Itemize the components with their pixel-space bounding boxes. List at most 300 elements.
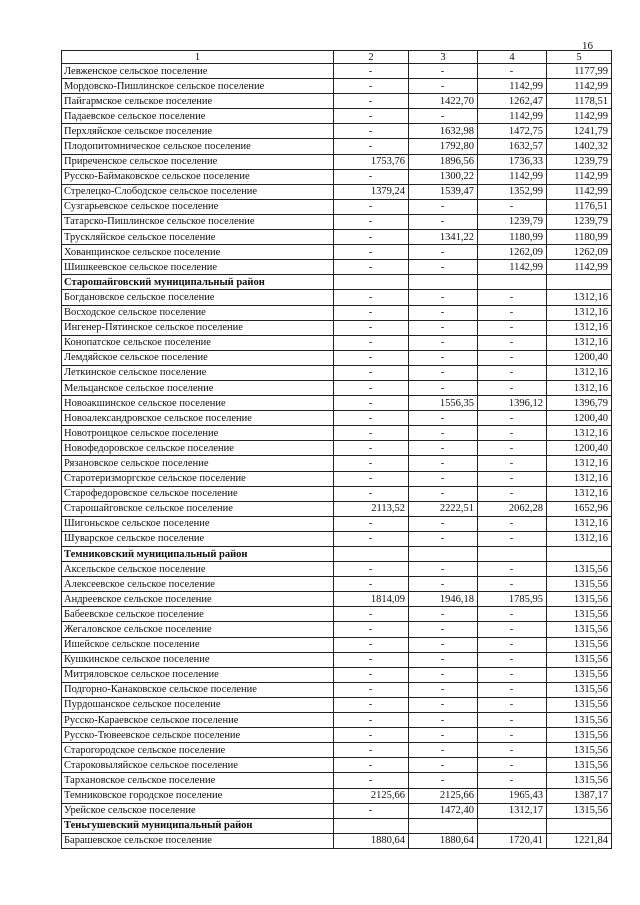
value-col-3: - [409, 562, 478, 577]
value-col-5: 1315,56 [547, 562, 612, 577]
table-row [62, 531, 612, 546]
table-row [62, 139, 612, 154]
table-row [62, 79, 612, 94]
value-col-2: - [334, 667, 409, 682]
settlement-name: Старотеризморгское сельское поселение [62, 471, 334, 486]
table-row [62, 305, 612, 320]
value-col-2: - [334, 728, 409, 743]
settlement-name: Митряловское сельское поселение [62, 667, 334, 682]
settlement-name: Шигоньское сельское поселение [62, 516, 334, 531]
value-col-4: - [478, 426, 547, 441]
value-col-3: 1632,98 [409, 124, 478, 139]
value-col-5: 1178,51 [547, 94, 612, 109]
value-col-4: - [478, 335, 547, 350]
value-col-3: 1792,80 [409, 139, 478, 154]
value-col-3: - [409, 350, 478, 365]
value-col-4: 1396,12 [478, 396, 547, 411]
value-col-5: 1180,99 [547, 230, 612, 245]
settlement-name: Левженское сельское поселение [62, 64, 334, 79]
value-col-4: - [478, 652, 547, 667]
value-col-5: 1312,16 [547, 426, 612, 441]
table-row [62, 622, 612, 637]
value-col-4: - [478, 728, 547, 743]
value-col-2: - [334, 426, 409, 441]
value-col-5 [547, 818, 612, 833]
value-col-3: - [409, 758, 478, 773]
settlement-name: Плодопитомническое сельское поселение [62, 139, 334, 154]
settlement-name: Ишейское сельское поселение [62, 637, 334, 652]
district-section-row [62, 818, 612, 833]
table-row [62, 260, 612, 275]
value-col-4: 1632,57 [478, 139, 547, 154]
value-col-3: - [409, 652, 478, 667]
value-col-4: - [478, 713, 547, 728]
value-col-3: 2125,66 [409, 788, 478, 803]
value-col-5: 1315,56 [547, 592, 612, 607]
settlement-name: Падаевское сельское поселение [62, 109, 334, 124]
table-row [62, 516, 612, 531]
value-col-3: - [409, 637, 478, 652]
value-col-3: 1472,40 [409, 803, 478, 818]
value-col-2: 2113,52 [334, 501, 409, 516]
value-col-2: - [334, 682, 409, 697]
value-col-4: - [478, 380, 547, 395]
settlement-name: Темниковское городское поселение [62, 788, 334, 803]
value-col-5: 1200,40 [547, 411, 612, 426]
district-name: Темниковский муниципальный район [62, 547, 334, 562]
settlement-name: Русско-Караевское сельское поселение [62, 713, 334, 728]
table-row [62, 682, 612, 697]
table-row [62, 426, 612, 441]
settlement-name: Татарско-Пишлинское сельское поселение [62, 214, 334, 229]
value-col-5: 1200,40 [547, 441, 612, 456]
value-col-3: - [409, 380, 478, 395]
value-col-5: 1176,51 [547, 199, 612, 214]
value-col-4: 1312,17 [478, 803, 547, 818]
value-col-2: - [334, 456, 409, 471]
value-col-3: - [409, 531, 478, 546]
value-col-4: - [478, 531, 547, 546]
table-row [62, 94, 612, 109]
table-row [62, 290, 612, 305]
settlement-name: Староковыляйское сельское поселение [62, 758, 334, 773]
value-col-4: - [478, 456, 547, 471]
value-col-5 [547, 275, 612, 290]
value-col-2: - [334, 64, 409, 79]
settlement-name: Мельцанское сельское поселение [62, 380, 334, 395]
value-col-4: - [478, 743, 547, 758]
settlement-name: Приреченское сельское поселение [62, 154, 334, 169]
value-col-4: - [478, 667, 547, 682]
table-row [62, 396, 612, 411]
settlement-name: Пайгармское сельское поселение [62, 94, 334, 109]
table-row [62, 441, 612, 456]
value-col-2: - [334, 79, 409, 94]
value-col-3: - [409, 728, 478, 743]
value-col-5: 1177,99 [547, 64, 612, 79]
value-col-3: - [409, 426, 478, 441]
value-col-5: 1315,56 [547, 803, 612, 818]
header-cell-3: 3 [409, 51, 478, 64]
value-col-3: 1896,56 [409, 154, 478, 169]
value-col-4: - [478, 773, 547, 788]
value-col-4: - [478, 682, 547, 697]
value-col-5: 1315,56 [547, 697, 612, 712]
value-col-5: 1312,16 [547, 471, 612, 486]
value-col-4: - [478, 471, 547, 486]
value-col-4: - [478, 758, 547, 773]
value-col-4: 1142,99 [478, 260, 547, 275]
settlement-name: Русско-Баймаковское сельское поселение [62, 169, 334, 184]
settlement-name: Шуварское сельское поселение [62, 531, 334, 546]
value-col-3: - [409, 441, 478, 456]
value-col-2: - [334, 396, 409, 411]
value-col-5: 1262,09 [547, 245, 612, 260]
table-row [62, 411, 612, 426]
tariff-table [61, 50, 612, 849]
value-col-3: - [409, 109, 478, 124]
value-col-2: - [334, 486, 409, 501]
value-col-2: - [334, 562, 409, 577]
value-col-5: 1142,99 [547, 260, 612, 275]
value-col-5: 1315,56 [547, 652, 612, 667]
value-col-2: - [334, 305, 409, 320]
value-col-4: - [478, 486, 547, 501]
settlement-name: Шишкеевское сельское поселение [62, 260, 334, 275]
value-col-3: - [409, 516, 478, 531]
settlement-name: Новоалександровское сельское поселение [62, 411, 334, 426]
value-col-5: 1239,79 [547, 154, 612, 169]
value-col-2: - [334, 622, 409, 637]
value-col-5: 1241,79 [547, 124, 612, 139]
table-row [62, 169, 612, 184]
value-col-2: - [334, 169, 409, 184]
value-col-2 [334, 275, 409, 290]
value-col-2: 1753,76 [334, 154, 409, 169]
value-col-5: 1315,56 [547, 743, 612, 758]
settlement-name: Андреевское сельское поселение [62, 592, 334, 607]
value-col-2: - [334, 380, 409, 395]
value-col-4: - [478, 562, 547, 577]
value-col-5: 1312,16 [547, 456, 612, 471]
value-col-3: - [409, 245, 478, 260]
table-row [62, 803, 612, 818]
value-col-3 [409, 547, 478, 562]
value-col-4: - [478, 516, 547, 531]
value-col-5: 1652,96 [547, 501, 612, 516]
table-row [62, 652, 612, 667]
value-col-4: - [478, 64, 547, 79]
table-row [62, 230, 612, 245]
value-col-5: 1315,56 [547, 713, 612, 728]
value-col-2: - [334, 320, 409, 335]
table-row [62, 758, 612, 773]
settlement-name: Тархановское сельское поселение [62, 773, 334, 788]
value-col-5: 1312,16 [547, 290, 612, 305]
settlement-name: Сузгарьевское сельское поселение [62, 199, 334, 214]
settlement-name: Конопатское сельское поселение [62, 335, 334, 350]
value-col-2: - [334, 531, 409, 546]
value-col-3: - [409, 773, 478, 788]
value-col-5: 1239,79 [547, 214, 612, 229]
value-col-3: - [409, 260, 478, 275]
value-col-2: - [334, 290, 409, 305]
value-col-5: 1315,56 [547, 682, 612, 697]
settlement-name: Мордовско-Пишлинское сельское поселение [62, 79, 334, 94]
value-col-3: - [409, 214, 478, 229]
settlement-name: Лемдяйское сельское поселение [62, 350, 334, 365]
table-row [62, 743, 612, 758]
settlement-name: Новотроицкое сельское поселение [62, 426, 334, 441]
table-row [62, 64, 612, 79]
table-body [62, 51, 612, 849]
value-col-5: 1387,17 [547, 788, 612, 803]
value-col-2: - [334, 199, 409, 214]
value-col-3: 1422,70 [409, 94, 478, 109]
value-col-2: 2125,66 [334, 788, 409, 803]
value-col-3: - [409, 456, 478, 471]
value-col-2: 1814,09 [334, 592, 409, 607]
value-col-2: - [334, 516, 409, 531]
settlement-name: Русско-Тювеевское сельское поселение [62, 728, 334, 743]
value-col-2: - [334, 411, 409, 426]
value-col-3: - [409, 713, 478, 728]
settlement-name: Аксельское сельское поселение [62, 562, 334, 577]
value-col-3: - [409, 743, 478, 758]
value-col-5: 1312,16 [547, 305, 612, 320]
value-col-5: 1315,56 [547, 773, 612, 788]
value-col-4: 1785,95 [478, 592, 547, 607]
value-col-4: - [478, 199, 547, 214]
value-col-3: - [409, 667, 478, 682]
value-col-5: 1312,16 [547, 320, 612, 335]
settlement-name: Старофедоровское сельское поселение [62, 486, 334, 501]
value-col-4: - [478, 305, 547, 320]
value-col-3: 1556,35 [409, 396, 478, 411]
value-col-5: 1402,32 [547, 139, 612, 154]
table-row [62, 637, 612, 652]
value-col-2: - [334, 637, 409, 652]
value-col-5: 1200,40 [547, 350, 612, 365]
table-row [62, 728, 612, 743]
value-col-2: - [334, 350, 409, 365]
value-col-5: 1315,56 [547, 577, 612, 592]
table-row [62, 486, 612, 501]
value-col-5: 1312,16 [547, 531, 612, 546]
value-col-2: 1379,24 [334, 184, 409, 199]
settlement-name: Бабеевское сельское поселение [62, 607, 334, 622]
value-col-4 [478, 818, 547, 833]
table-row [62, 109, 612, 124]
value-col-5: 1221,84 [547, 833, 612, 848]
value-col-2: - [334, 230, 409, 245]
settlement-name: Богдановское сельское поселение [62, 290, 334, 305]
value-col-2 [334, 818, 409, 833]
page-number: 16 [582, 40, 593, 52]
value-col-3 [409, 818, 478, 833]
value-col-2 [334, 547, 409, 562]
settlement-name: Старошайговское сельское поселение [62, 501, 334, 516]
value-col-4 [478, 547, 547, 562]
value-col-3: - [409, 199, 478, 214]
header-cell-1: 1 [62, 51, 334, 64]
settlement-name: Рязановское сельское поселение [62, 456, 334, 471]
value-col-3: - [409, 305, 478, 320]
value-col-2: - [334, 697, 409, 712]
value-col-5 [547, 547, 612, 562]
value-col-3: - [409, 682, 478, 697]
settlement-name: Новоакшинское сельское поселение [62, 396, 334, 411]
value-col-4: - [478, 411, 547, 426]
value-col-2: - [334, 577, 409, 592]
value-col-3: - [409, 486, 478, 501]
value-col-3: 2222,51 [409, 501, 478, 516]
value-col-5: 1315,56 [547, 758, 612, 773]
header-cell-5: 5 [547, 51, 612, 64]
value-col-5: 1312,16 [547, 486, 612, 501]
settlement-name: Ингенер-Пятинское сельское поселение [62, 320, 334, 335]
value-col-4: 2062,28 [478, 501, 547, 516]
table-row [62, 713, 612, 728]
value-col-5: 1312,16 [547, 516, 612, 531]
table-row [62, 456, 612, 471]
value-col-2: - [334, 245, 409, 260]
value-col-4: - [478, 697, 547, 712]
table-row [62, 501, 612, 516]
table-row [62, 562, 612, 577]
value-col-2: - [334, 713, 409, 728]
settlement-name: Стрелецко-Слободское сельское поселение [62, 184, 334, 199]
value-col-5: 1142,99 [547, 109, 612, 124]
value-col-4: - [478, 290, 547, 305]
value-col-2: - [334, 109, 409, 124]
value-col-2: - [334, 365, 409, 380]
value-col-4: 1180,99 [478, 230, 547, 245]
header-cell-2: 2 [334, 51, 409, 64]
table-row [62, 184, 612, 199]
value-col-2: - [334, 335, 409, 350]
table-row [62, 471, 612, 486]
value-col-4: 1262,09 [478, 245, 547, 260]
settlement-name: Леткинское сельское поселение [62, 365, 334, 380]
value-col-4: 1142,99 [478, 109, 547, 124]
table-row [62, 607, 612, 622]
value-col-3: 1539,47 [409, 184, 478, 199]
value-col-5: 1312,16 [547, 365, 612, 380]
value-col-3: - [409, 411, 478, 426]
table-row [62, 380, 612, 395]
value-col-4: - [478, 607, 547, 622]
district-section-row [62, 547, 612, 562]
value-col-5: 1142,99 [547, 79, 612, 94]
table-row [62, 788, 612, 803]
value-col-4: 1736,33 [478, 154, 547, 169]
value-col-5: 1312,16 [547, 380, 612, 395]
value-col-2: - [334, 652, 409, 667]
settlement-name: Подгорно-Канаковское сельское поселение [62, 682, 334, 697]
value-col-2: - [334, 214, 409, 229]
table-row [62, 199, 612, 214]
table-row [62, 350, 612, 365]
value-col-3: - [409, 335, 478, 350]
value-col-4 [478, 275, 547, 290]
value-col-2: - [334, 94, 409, 109]
value-col-3 [409, 275, 478, 290]
table-row [62, 245, 612, 260]
value-col-3: - [409, 471, 478, 486]
value-col-2: - [334, 441, 409, 456]
value-col-2: - [334, 743, 409, 758]
value-col-4: - [478, 365, 547, 380]
value-col-3: - [409, 697, 478, 712]
value-col-5: 1142,99 [547, 184, 612, 199]
value-col-3: - [409, 290, 478, 305]
value-col-5: 1315,56 [547, 728, 612, 743]
district-section-row [62, 275, 612, 290]
value-col-5: 1315,56 [547, 667, 612, 682]
settlement-name: Старогородское сельское поселение [62, 743, 334, 758]
table-row [62, 667, 612, 682]
value-col-4: 1262,47 [478, 94, 547, 109]
settlement-name: Восходское сельское поселение [62, 305, 334, 320]
value-col-5: 1312,16 [547, 335, 612, 350]
value-col-2: - [334, 803, 409, 818]
settlement-name: Кушкинское сельское поселение [62, 652, 334, 667]
value-col-3: 1880,64 [409, 833, 478, 848]
settlement-name: Новофедоровское сельское поселение [62, 441, 334, 456]
value-col-4: 1472,75 [478, 124, 547, 139]
table-row [62, 335, 612, 350]
district-name: Старошайговский муниципальный район [62, 275, 334, 290]
district-name: Теньгушевский муниципальный район [62, 818, 334, 833]
value-col-2: - [334, 124, 409, 139]
value-col-4: - [478, 320, 547, 335]
value-col-3: - [409, 365, 478, 380]
table-row [62, 697, 612, 712]
value-col-2: - [334, 607, 409, 622]
settlement-name: Жегаловское сельское поселение [62, 622, 334, 637]
value-col-5: 1315,56 [547, 637, 612, 652]
value-col-5: 1396,79 [547, 396, 612, 411]
table-row [62, 320, 612, 335]
settlement-name: Перхляйское сельское поселение [62, 124, 334, 139]
column-number-header-row [62, 51, 612, 64]
settlement-name: Урейское сельское поселение [62, 803, 334, 818]
settlement-name: Трускляйское сельское поселение [62, 230, 334, 245]
table-row [62, 592, 612, 607]
value-col-2: 1880,64 [334, 833, 409, 848]
value-col-4: - [478, 622, 547, 637]
value-col-4: 1965,43 [478, 788, 547, 803]
value-col-3: - [409, 64, 478, 79]
table-row [62, 214, 612, 229]
value-col-4: 1352,99 [478, 184, 547, 199]
value-col-2: - [334, 260, 409, 275]
header-cell-4: 4 [478, 51, 547, 64]
value-col-2: - [334, 139, 409, 154]
value-col-3: - [409, 577, 478, 592]
value-col-4: 1239,79 [478, 214, 547, 229]
value-col-2: - [334, 758, 409, 773]
settlement-name: Пурдошанское сельское поселение [62, 697, 334, 712]
value-col-4: 1720,41 [478, 833, 547, 848]
settlement-name: Барашевское сельское поселение [62, 833, 334, 848]
value-col-4: 1142,99 [478, 169, 547, 184]
table-row [62, 577, 612, 592]
value-col-4: - [478, 577, 547, 592]
table-row [62, 833, 612, 848]
value-col-3: - [409, 79, 478, 94]
